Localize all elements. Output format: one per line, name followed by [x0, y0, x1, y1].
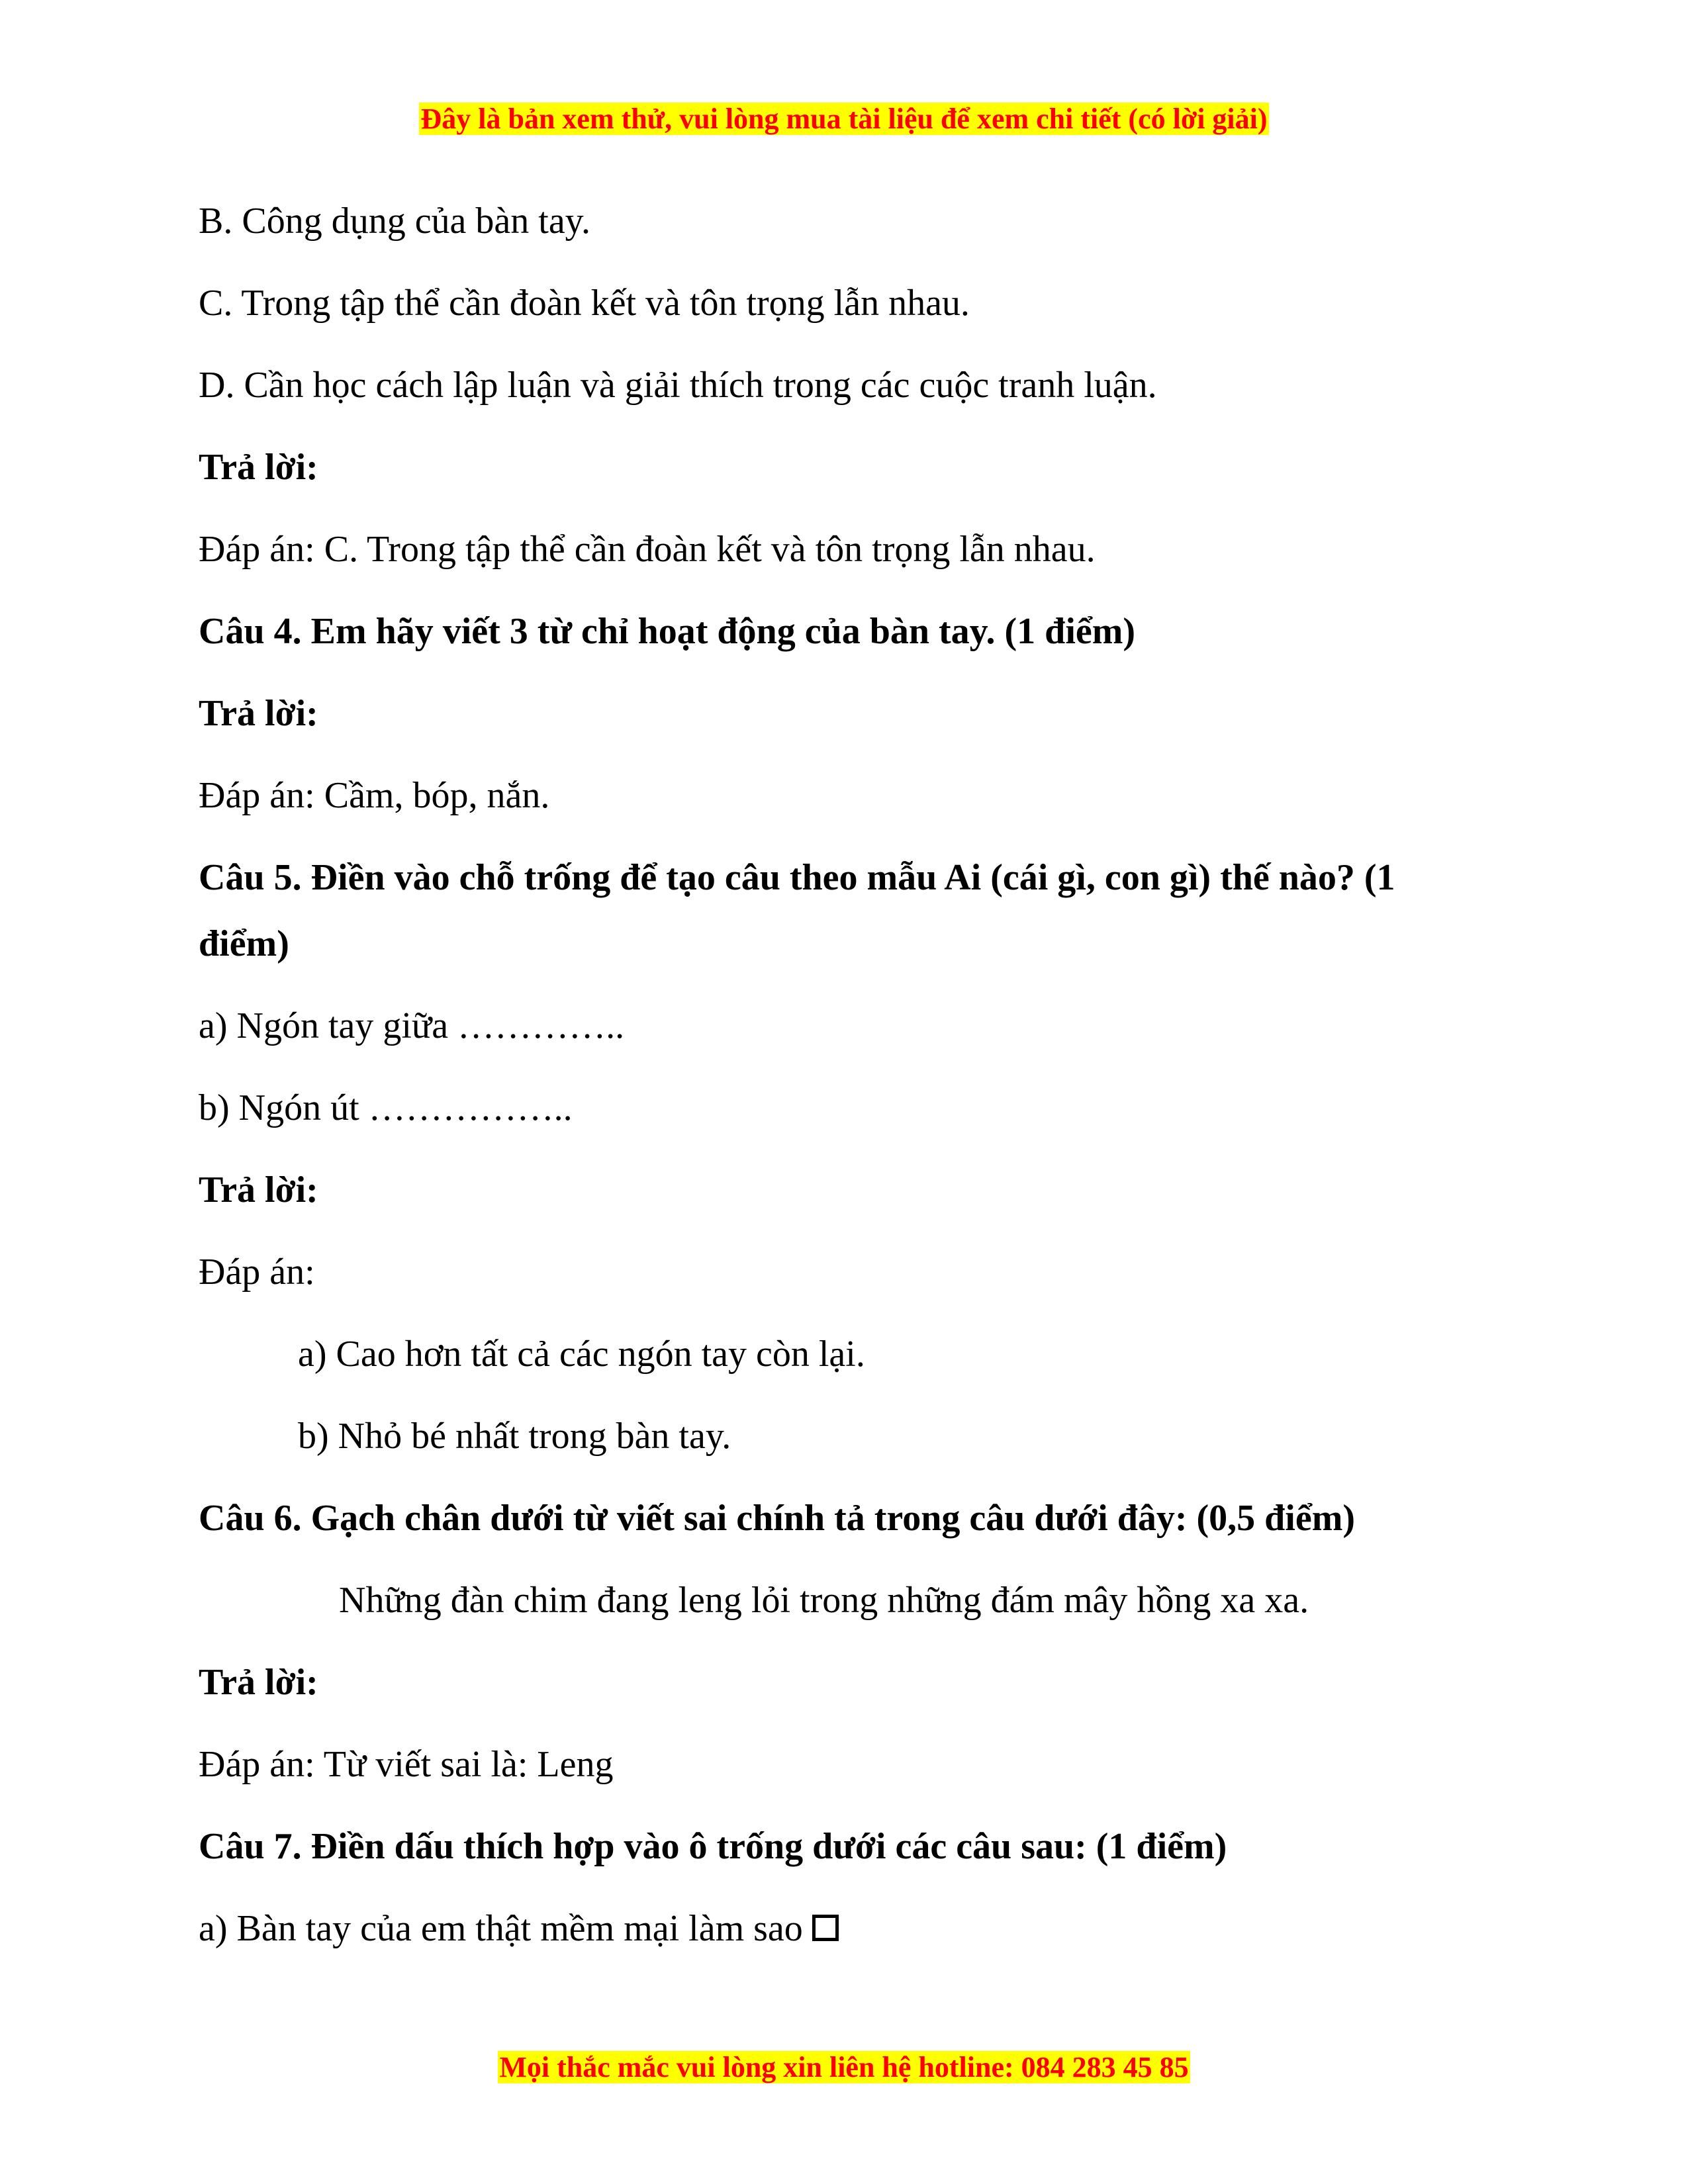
preview-notice-banner: [0, 101, 1688, 138]
answer-q5-b: b) Nhỏ bé nhất trong bàn tay.: [298, 1416, 731, 1457]
preview-notice-text: Đây là bản xem thử, vui lòng mua tài liệu để xem chi tiết (có lời giải): [420, 103, 1268, 135]
question-6: Câu 6. Gạch chân dưới từ viết sai chính tả trong câu dưới đây: (0,5 điểm): [199, 1498, 1356, 1539]
question-5-a: a) Ngón tay giữa …………..: [199, 1005, 625, 1046]
question-5: Câu 5. Điền vào chỗ trống để tạo câu theo mẫu Ai (cái gì, con gì) thế nào? (1 điểm): [199, 857, 1395, 964]
question-7-a: a) Bàn tay của em thật mềm mại làm sao: [199, 1908, 803, 1949]
answer-q4: Đáp án: Cầm, bóp, nắn.: [199, 775, 550, 816]
option-b: B. Công dụng của bàn tay.: [199, 201, 591, 242]
answer-label-q5: Trả lời:: [199, 1169, 318, 1210]
answer-label-q3: Trả lời:: [199, 447, 318, 488]
option-c: C. Trong tập thể cần đoàn kết và tôn trọng lẫn nhau.: [199, 283, 970, 324]
answer-q6: Đáp án: Từ viết sai là: Leng: [199, 1744, 614, 1785]
question-4: Câu 4. Em hãy viết 3 từ chỉ hoạt động của bàn tay. (1 điểm): [199, 611, 1136, 652]
answer-q5-a: a) Cao hơn tất cả các ngón tay còn lại.: [298, 1334, 865, 1375]
hotline-notice-banner: [0, 2049, 1688, 2086]
question-7-a-line: [199, 1895, 1489, 1962]
question-6-sentence: Những đàn chim đang leng lỏi trong những đám mây hồng xa xa.: [339, 1580, 1309, 1621]
blank-box-icon: [812, 1915, 839, 1941]
answer-label-q6: Trả lời:: [199, 1662, 318, 1703]
option-d: D. Cần học cách lập luận và giải thích trong các cuộc tranh luận.: [199, 365, 1157, 406]
hotline-notice-text: Mọi thắc mắc vui lòng xin liên hệ hotline: 084 283 45 85: [499, 2051, 1189, 2083]
answer-q3: Đáp án: C. Trong tập thể cần đoàn kết và tôn trọng lẫn nhau.: [199, 529, 1096, 570]
answer-label-q4: Trả lời:: [199, 693, 318, 734]
question-5-b: b) Ngón út ……………..: [199, 1087, 573, 1128]
question-7: Câu 7. Điền dấu thích hợp vào ô trống dưới các câu sau: (1 điểm): [199, 1826, 1227, 1867]
answer-q5-label: Đáp án:: [199, 1251, 315, 1293]
